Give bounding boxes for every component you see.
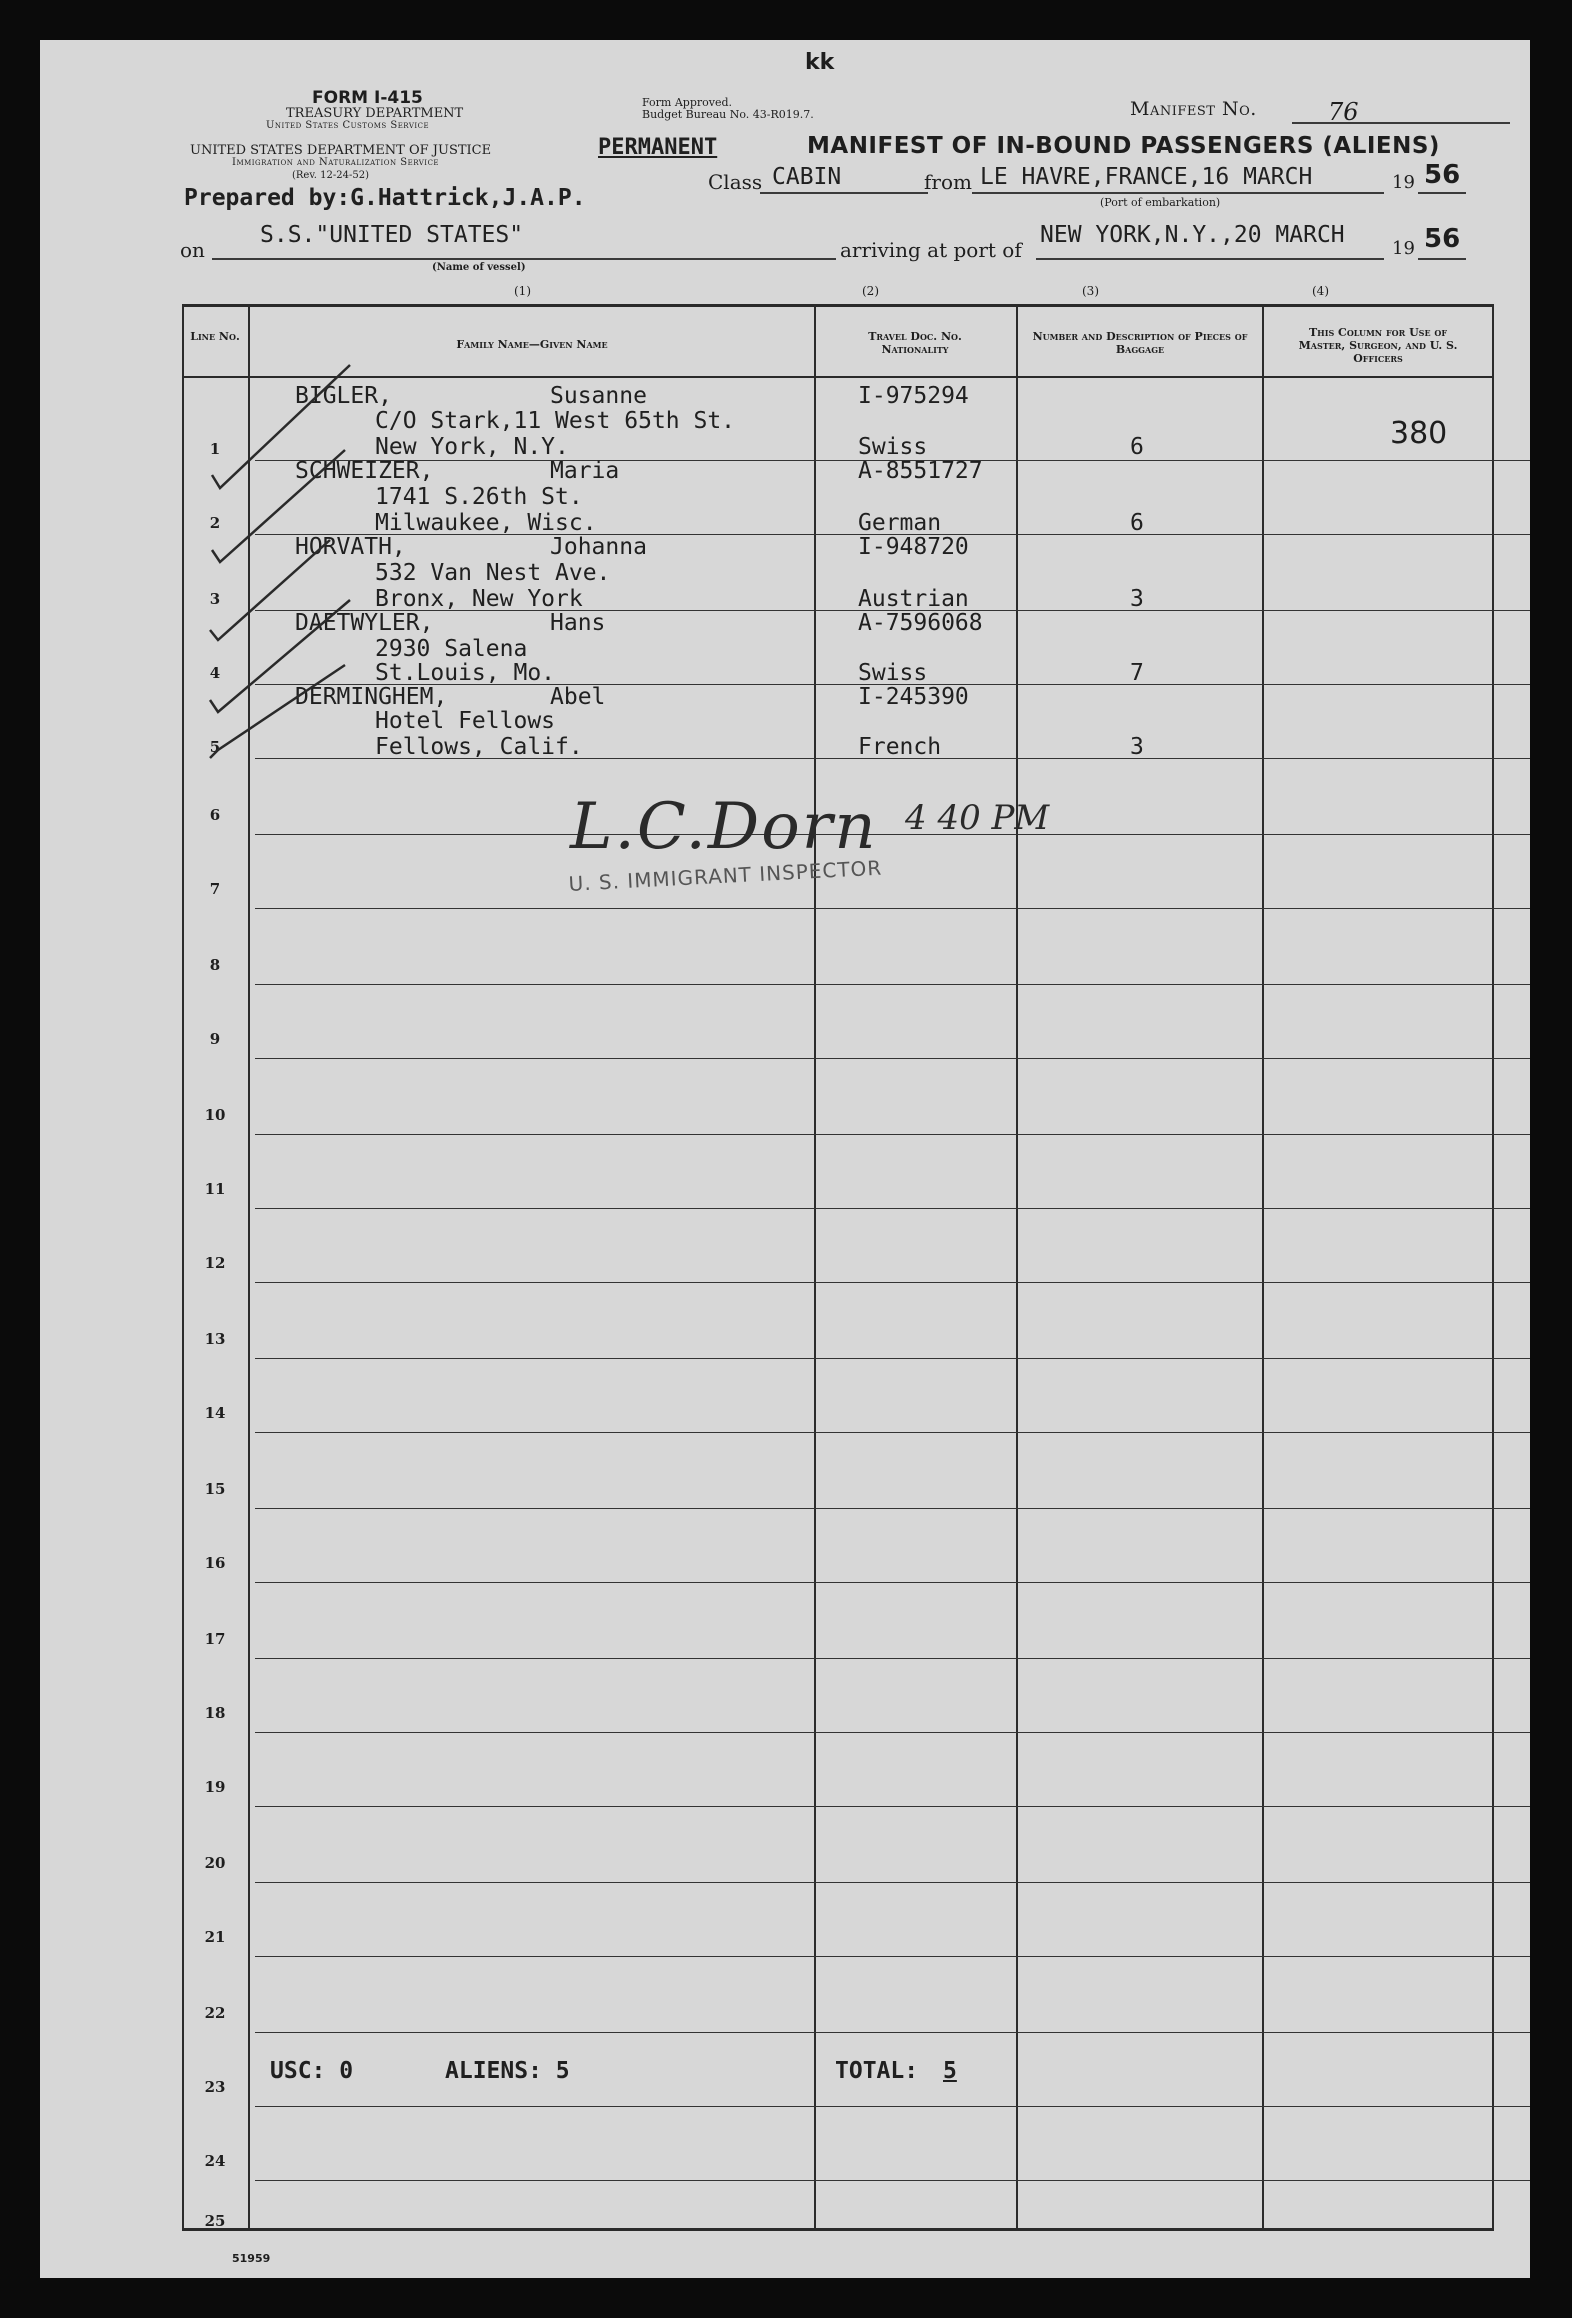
signature-time: 4 40 PM bbox=[905, 798, 1050, 838]
col-number-2: (2) bbox=[862, 284, 879, 298]
year-prefix-2: 19 bbox=[1392, 238, 1415, 259]
line-number: 12 bbox=[204, 1254, 226, 1272]
line-number: 10 bbox=[204, 1106, 226, 1124]
check-marks bbox=[200, 340, 400, 760]
row-line bbox=[255, 1058, 1530, 1059]
passenger-given-name: Susanne bbox=[550, 383, 647, 409]
passenger-address-2: St.Louis, Mo. bbox=[375, 660, 556, 686]
baggage-count: 6 bbox=[1130, 434, 1144, 460]
row-line bbox=[255, 2032, 1530, 2033]
manifest-number: 76 bbox=[1328, 98, 1359, 126]
row-line bbox=[255, 1732, 1530, 1733]
vessel-underline bbox=[212, 258, 836, 260]
col-number-4: (4) bbox=[1312, 284, 1329, 298]
line-number: 3 bbox=[209, 590, 221, 608]
ins-service: Immigration and Naturalization Service bbox=[232, 157, 440, 168]
line-number: 1 bbox=[209, 440, 221, 458]
line-number: 11 bbox=[204, 1180, 226, 1198]
treasury-dept: TREASURY DEPARTMENT bbox=[286, 106, 464, 121]
passenger-family-name: DERMINGHEM, bbox=[295, 684, 448, 710]
year-prefix-1: 19 bbox=[1392, 172, 1415, 193]
passenger-given-name: Hans bbox=[550, 610, 606, 636]
top-mark: kk bbox=[805, 50, 835, 75]
inspector-signature: L.C.Dorn bbox=[570, 790, 878, 864]
line-number: 9 bbox=[209, 1030, 221, 1048]
line-number: 24 bbox=[204, 2152, 226, 2170]
usc-count: USC: 0 bbox=[270, 2058, 354, 2084]
year-2: 56 bbox=[1424, 224, 1461, 254]
baggage-count: 3 bbox=[1130, 734, 1144, 760]
passenger-address-2: Fellows, Calif. bbox=[375, 734, 583, 760]
budget-bureau: Budget Bureau No. 43-R019.7. bbox=[642, 108, 814, 121]
row-line bbox=[255, 1882, 1530, 1883]
line-number: 19 bbox=[204, 1778, 226, 1796]
class-underline bbox=[760, 192, 928, 194]
line-number: 6 bbox=[209, 806, 221, 824]
header-travel-doc: Travel Doc. No. Nationality bbox=[868, 330, 962, 356]
passenger-address-1: 532 Van Nest Ave. bbox=[375, 560, 611, 586]
passenger-address-1: 1741 S.26th St. bbox=[375, 484, 583, 510]
row-line bbox=[255, 2180, 1530, 2181]
row-line bbox=[255, 1956, 1530, 1957]
travel-doc-number: I-975294 bbox=[858, 383, 969, 409]
line-number: 2 bbox=[209, 514, 221, 532]
line-number: 23 bbox=[204, 2078, 226, 2096]
port-embark-caption: (Port of embarkation) bbox=[1100, 196, 1221, 209]
prepared-by: Prepared by:G.Hattrick,J.A.P. bbox=[184, 185, 586, 211]
year-underline-2 bbox=[1418, 258, 1466, 260]
passenger-family-name: BIGLER, bbox=[295, 383, 392, 409]
nationality: Swiss bbox=[858, 434, 928, 460]
nationality: Swiss bbox=[858, 660, 928, 686]
from-underline bbox=[972, 192, 1384, 194]
row-line bbox=[255, 908, 1530, 909]
form-number: FORM I-415 bbox=[312, 88, 423, 108]
header-officers: This Column for Use of Master, Surgeon, and U. S. Officers bbox=[1298, 326, 1458, 365]
nationality: Austrian bbox=[858, 586, 969, 612]
doc-baggage-divider bbox=[1016, 304, 1018, 2228]
justice-dept: UNITED STATES DEPARTMENT OF JUSTICE bbox=[190, 143, 492, 158]
line-number: 13 bbox=[204, 1330, 226, 1348]
officer-note: 380 bbox=[1390, 416, 1448, 451]
line-number: 16 bbox=[204, 1554, 226, 1572]
travel-doc-number: I-948720 bbox=[858, 534, 969, 560]
line-number: 17 bbox=[204, 1630, 226, 1648]
inspector-stamp: U. S. IMMIGRANT INSPECTOR bbox=[568, 855, 883, 896]
manifest-page bbox=[40, 40, 1530, 2278]
customs-service: United States Customs Service bbox=[266, 120, 430, 131]
passenger-family-name: DAETWYLER, bbox=[295, 610, 434, 636]
row-line bbox=[255, 1282, 1530, 1283]
line-number: 21 bbox=[204, 1928, 226, 1946]
arriving-underline bbox=[1036, 258, 1384, 260]
manifest-no-underline bbox=[1292, 122, 1510, 124]
passenger-family-name: HORVATH, bbox=[295, 534, 406, 560]
line-number: 8 bbox=[209, 956, 221, 974]
manifest-title: MANIFEST OF IN-BOUND PASSENGERS (ALIENS) bbox=[807, 133, 1440, 159]
row-line bbox=[255, 1806, 1530, 1807]
row-line bbox=[255, 1208, 1530, 1209]
row-line bbox=[255, 2106, 1530, 2107]
status-permanent: PERMANENT bbox=[598, 135, 718, 160]
aliens-count: ALIENS: 5 bbox=[445, 2058, 570, 2084]
passenger-address-2: Milwaukee, Wisc. bbox=[375, 510, 597, 536]
line-number: 7 bbox=[209, 880, 221, 898]
year-1: 56 bbox=[1424, 160, 1461, 190]
line-number: 5 bbox=[209, 738, 221, 756]
row-line bbox=[255, 1358, 1530, 1359]
line-number: 20 bbox=[204, 1854, 226, 1872]
passenger-address-2: New York, N.Y. bbox=[375, 434, 569, 460]
table-right-border bbox=[1492, 304, 1494, 2228]
col-number-1: (1) bbox=[514, 284, 531, 298]
baggage-count: 7 bbox=[1130, 660, 1144, 686]
passenger-address-1: 2930 Salena bbox=[375, 636, 528, 662]
line-number: 15 bbox=[204, 1480, 226, 1498]
nationality: German bbox=[858, 510, 942, 536]
header-baggage: Number and Description of Pieces of Baggage bbox=[1032, 330, 1248, 356]
passenger-given-name: Maria bbox=[550, 458, 620, 484]
row-line bbox=[255, 1432, 1530, 1433]
nationality: French bbox=[858, 734, 942, 760]
on-label: on bbox=[180, 238, 205, 262]
passenger-given-name: Johanna bbox=[550, 534, 647, 560]
line-number: 14 bbox=[204, 1404, 226, 1422]
row-line bbox=[255, 1508, 1530, 1509]
line-number: 4 bbox=[209, 664, 221, 682]
baggage-count: 6 bbox=[1130, 510, 1144, 536]
row-line bbox=[255, 1658, 1530, 1659]
vessel-caption: (Name of vessel) bbox=[432, 262, 526, 273]
table-top-border bbox=[182, 304, 1492, 307]
baggage-officer-divider bbox=[1262, 304, 1264, 2228]
passenger-address-2: Bronx, New York bbox=[375, 586, 583, 612]
form-approved: Form Approved. bbox=[642, 96, 733, 109]
table-left-border bbox=[182, 304, 184, 2228]
line-number: 22 bbox=[204, 2004, 226, 2022]
row-line bbox=[255, 1582, 1530, 1583]
class-value: CABIN bbox=[772, 164, 842, 190]
row-line bbox=[255, 1134, 1530, 1135]
passenger-family-name: SCHWEIZER, bbox=[295, 458, 434, 484]
table-bottom-border bbox=[182, 2228, 1494, 2231]
passenger-address-1: Hotel Fellows bbox=[375, 708, 556, 734]
vessel-name: S.S."UNITED STATES" bbox=[260, 222, 524, 248]
passenger-address-1: C/O Stark,11 West 65th St. bbox=[375, 408, 736, 434]
from-label: from bbox=[924, 170, 972, 194]
arriving-value: NEW YORK,N.Y.,20 MARCH bbox=[1040, 222, 1345, 248]
from-value: LE HAVRE,FRANCE,16 MARCH bbox=[980, 164, 1313, 190]
row-line bbox=[255, 834, 1530, 835]
name-doc-divider bbox=[814, 304, 816, 2228]
year-underline-1 bbox=[1418, 192, 1466, 194]
arriving-label: arriving at port of bbox=[840, 238, 1022, 262]
line-number: 25 bbox=[204, 2212, 226, 2230]
class-label: Class bbox=[708, 170, 763, 194]
total-value: 5 bbox=[943, 2058, 957, 2084]
travel-doc-number: A-8551727 bbox=[858, 458, 983, 484]
row-line bbox=[255, 984, 1530, 985]
travel-doc-number: I-245390 bbox=[858, 684, 969, 710]
travel-doc-number: A-7596068 bbox=[858, 610, 983, 636]
revision: (Rev. 12-24-52) bbox=[292, 170, 370, 181]
baggage-count: 3 bbox=[1130, 586, 1144, 612]
passenger-given-name: Abel bbox=[550, 684, 606, 710]
header-name: Family Name—Given Name bbox=[456, 338, 608, 351]
footer-code: 51959 bbox=[232, 2252, 271, 2265]
header-line-no: Line No. bbox=[190, 330, 240, 343]
col-number-3: (3) bbox=[1082, 284, 1099, 298]
line-number: 18 bbox=[204, 1704, 226, 1722]
total-label: TOTAL: bbox=[835, 2058, 919, 2084]
manifest-no-label: Manifest No. bbox=[1130, 98, 1257, 120]
